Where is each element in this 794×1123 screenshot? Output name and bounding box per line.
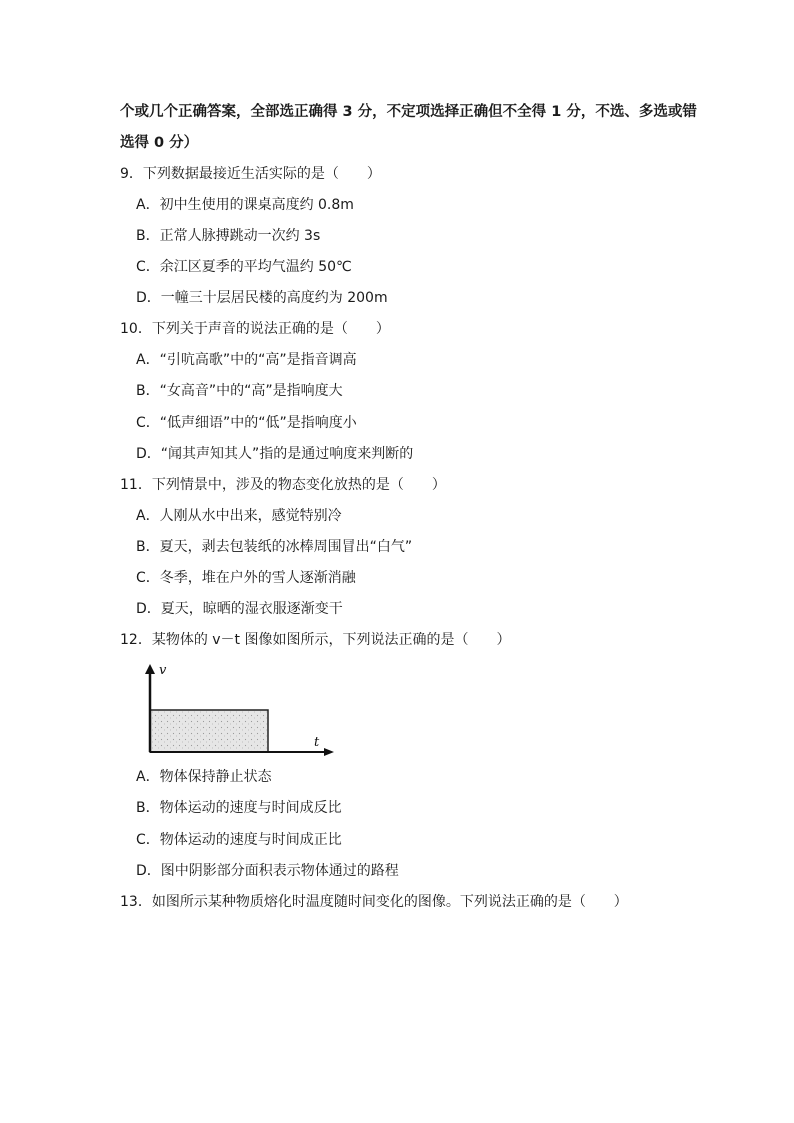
question-11-option-d: D．夏天，晾晒的湿衣服逐渐变干 — [136, 601, 343, 617]
question-12-option-c: C．物体运动的速度与时间成正比 — [136, 832, 342, 848]
question-10-option-d: D．“闻其声知其人”指的是通过响度来判断的 — [136, 446, 414, 462]
question-9-option-d: D．一幢三十层居民楼的高度约为 200m — [136, 290, 388, 306]
vt-graph-figure — [130, 660, 345, 760]
question-9-option-a: A．初中生使用的课桌高度约 0.8m — [136, 197, 354, 213]
t-axis-arrow-icon — [324, 748, 334, 756]
instruction-line-1: 个或几个正确答案，全部选正确得 3 分，不定项选择正确但不全得 1 分，不选、多选或错 — [120, 104, 697, 120]
question-12-stem: 12．某物体的 v－t 图像如图所示，下列说法正确的是（ ） — [120, 632, 511, 648]
question-12-option-d: D．图中阴影部分面积表示物体通过的路程 — [136, 863, 399, 879]
question-9-stem: 9．下列数据最接近生活实际的是（ ） — [120, 166, 381, 182]
question-10-stem: 10．下列关于声音的说法正确的是（ ） — [120, 321, 390, 337]
question-12-option-a: A．物体保持静止状态 — [136, 769, 272, 785]
question-11-option-c: C．冬季，堆在户外的雪人逐渐消融 — [136, 570, 356, 586]
question-10-option-c: C．“低声细语”中的“低”是指响度小 — [136, 415, 357, 431]
v-axis-label: v — [159, 663, 167, 678]
question-11-option-b: B．夏天，剥去包装纸的冰棒周围冒出“白气” — [136, 539, 413, 555]
question-9-option-b: B．正常人脉搏跳动一次约 3s — [136, 228, 321, 244]
question-10-option-b: B．“女高音”中的“高”是指响度大 — [136, 383, 343, 399]
question-13-stem: 13．如图所示某种物质熔化时温度随时间变化的图像。下列说法正确的是（ ） — [120, 894, 628, 910]
question-11-stem: 11．下列情景中，涉及的物态变化放热的是（ ） — [120, 477, 446, 493]
instruction-line-2: 选得 0 分） — [120, 135, 199, 151]
v-axis-arrow-icon — [145, 664, 155, 674]
question-9-option-c: C．余江区夏季的平均气温约 50℃ — [136, 259, 352, 275]
question-10-option-a: A．“引吭高歌”中的“高”是指音调高 — [136, 352, 357, 368]
question-11-option-a: A．人刚从水中出来，感觉特别冷 — [136, 508, 342, 524]
question-12-option-b: B．物体运动的速度与时间成反比 — [136, 800, 342, 816]
t-axis-label: t — [314, 735, 320, 750]
shaded-area — [150, 710, 268, 752]
